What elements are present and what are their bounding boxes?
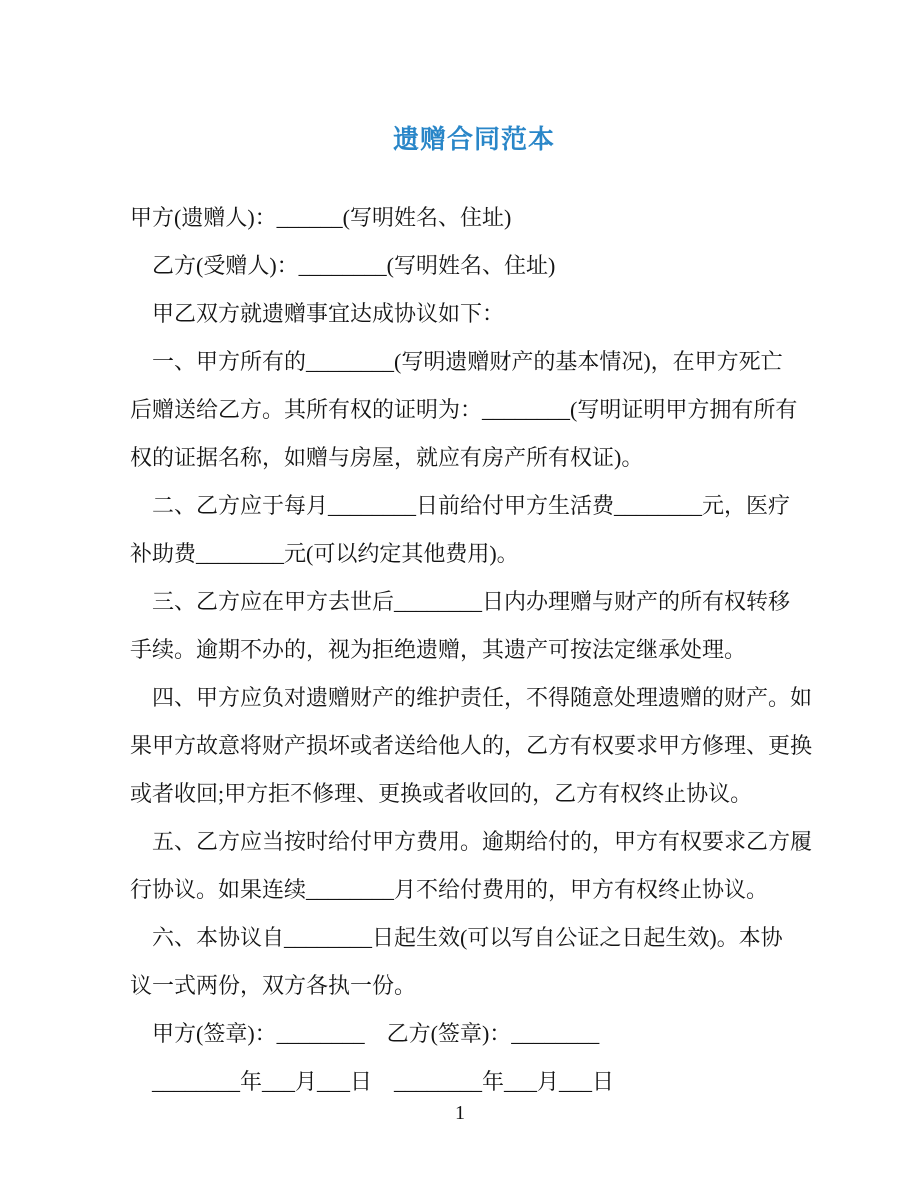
paragraph [130,674,820,818]
text-line: 果甲方故意将财产损坏或者送给他人的，乙方有权要求甲方修理、更换 [130,733,813,758]
text-line: 甲方(遗赠人)：______(写明姓名、住址) [130,205,512,230]
paragraph [130,818,820,914]
paragraph [130,482,820,578]
paragraph [130,242,820,290]
text-line: 行协议。如果连续________月不给付费用的，甲方有权终止协议。 [130,877,769,902]
text-line: 甲方(签章)：________ 乙方(签章)：________ [152,1021,600,1046]
paragraph [130,290,820,338]
text-line: 一、甲方所有的________(写明遗赠财产的基本情况)，在甲方死亡 [152,349,783,374]
text-line: 议一式两份，双方各执一份。 [130,973,417,998]
document-title: 遗赠合同范本 [392,124,555,154]
paragraph [130,338,820,482]
text-line: 乙方(受赠人)：________(写明姓名、住址) [152,253,556,278]
text-line: 或者收回;甲方拒不修理、更换或者收回的，乙方有权终止协议。 [130,781,753,806]
text-line: 手续。逾期不办的，视为拒绝遗赠，其遗产可按法定继承处理。 [130,637,747,662]
text-line: 二、乙方应于每月________日前给付甲方生活费________元，医疗 [152,493,791,518]
paragraph [130,578,820,674]
text-line: 甲乙双方就遗赠事宜达成协议如下： [152,301,505,326]
text-line: 补助费________元(可以约定其他费用)。 [130,541,519,566]
text-line: 五、乙方应当按时给付甲方费用。逾期给付的，甲方有权要求乙方履 [152,829,813,854]
text-line: ________年___月___日 ________年___月___日 [152,1069,615,1094]
text-line: 六、本协议自________日起生效(可以写自公证之日起生效)。本协 [152,925,783,950]
paragraph [130,1010,820,1058]
text-line: 权的证据名称，如赠与房屋，就应有房产所有权证)。 [130,445,644,470]
document-body [130,194,820,1106]
paragraph [130,194,820,242]
text-line: 后赠送给乙方。其所有权的证明为：________(写明证明甲方拥有所有 [130,397,798,422]
page-number: 1 [455,1102,465,1124]
text-line: 三、乙方应在甲方去世后________日内办理赠与财产的所有权转移 [152,589,791,614]
text-line: 四、甲方应负对遗赠财产的维护责任，不得随意处理遗赠的财产。如 [152,685,813,710]
paragraph [130,914,820,1010]
